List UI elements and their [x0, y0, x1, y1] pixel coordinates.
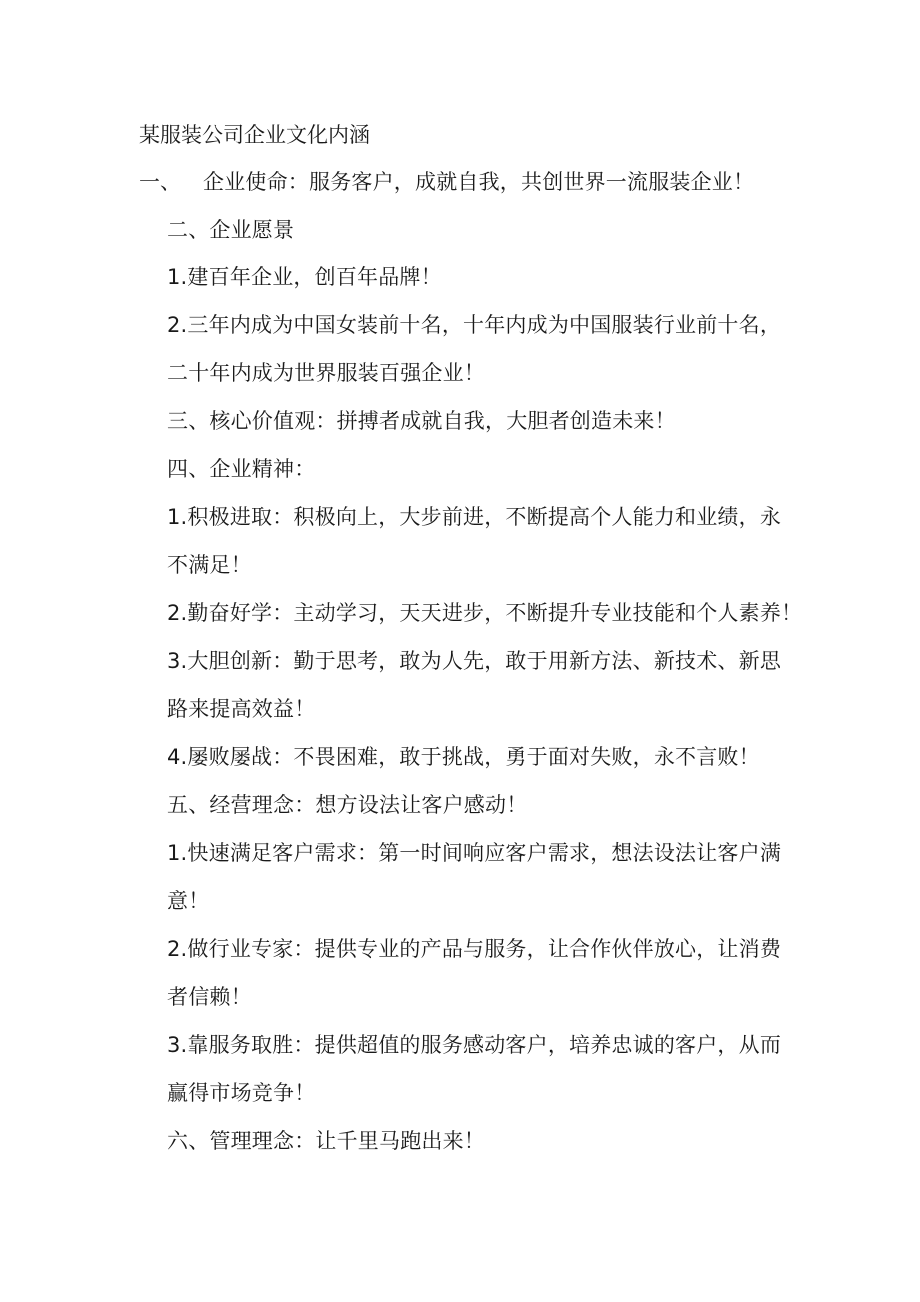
spirit-item-3-cont: 路来提高效益！	[167, 697, 316, 721]
section-business-philosophy: 五、经营理念：想方设法让客户感动！	[167, 793, 528, 817]
vision-item-1: 1.建百年企业，创百年品牌！	[167, 265, 442, 289]
vision-item-2: 2.三年内成为中国女装前十名，十年内成为中国服装行业前十名，	[167, 313, 782, 337]
business-item-2: 2.做行业专家：提供专业的产品与服务，让合作伙伴放心，让消费	[167, 937, 782, 961]
business-item-2-cont: 者信赖！	[167, 985, 252, 1009]
spirit-item-2: 2.勤奋好学：主动学习，天天进步，不断提升专业技能和个人素养！	[167, 601, 803, 625]
spirit-item-1-cont: 不满足！	[167, 553, 252, 577]
document-title: 某服装公司企业文化内涵	[139, 123, 370, 147]
section-vision-heading: 二、企业愿景	[167, 218, 295, 242]
section-core-values: 三、核心价值观：拼搏者成就自我，大胆者创造未来！	[167, 409, 676, 433]
section-number-1: 一、	[139, 170, 181, 194]
spirit-item-1: 1.积极进取：积极向上，大步前进，不断提高个人能力和业绩，永	[167, 505, 782, 529]
vision-item-2-cont: 二十年内成为世界服装百强企业！	[167, 361, 485, 385]
spirit-item-3: 3.大胆创新：勤于思考，敢为人先，敢于用新方法、新技术、新思	[167, 649, 782, 673]
section-management-philosophy: 六、管理理念：让千里马跑出来！	[167, 1129, 485, 1153]
section-spirit-heading: 四、企业精神：	[167, 457, 316, 481]
business-item-1: 1.快速满足客户需求：第一时间响应客户需求，想法设法让客户满	[167, 841, 782, 865]
business-item-3: 3.靠服务取胜：提供超值的服务感动客户，培养忠诚的客户，从而	[167, 1033, 782, 1057]
section-mission: 企业使命：服务客户，成就自我，共创世界一流服装企业！	[203, 170, 755, 194]
spirit-item-4: 4.屡败屡战：不畏困难，敢于挑战，勇于面对失败，永不言败！	[167, 745, 760, 769]
business-item-1-cont: 意！	[167, 889, 210, 913]
business-item-3-cont: 赢得市场竞争！	[167, 1081, 316, 1105]
